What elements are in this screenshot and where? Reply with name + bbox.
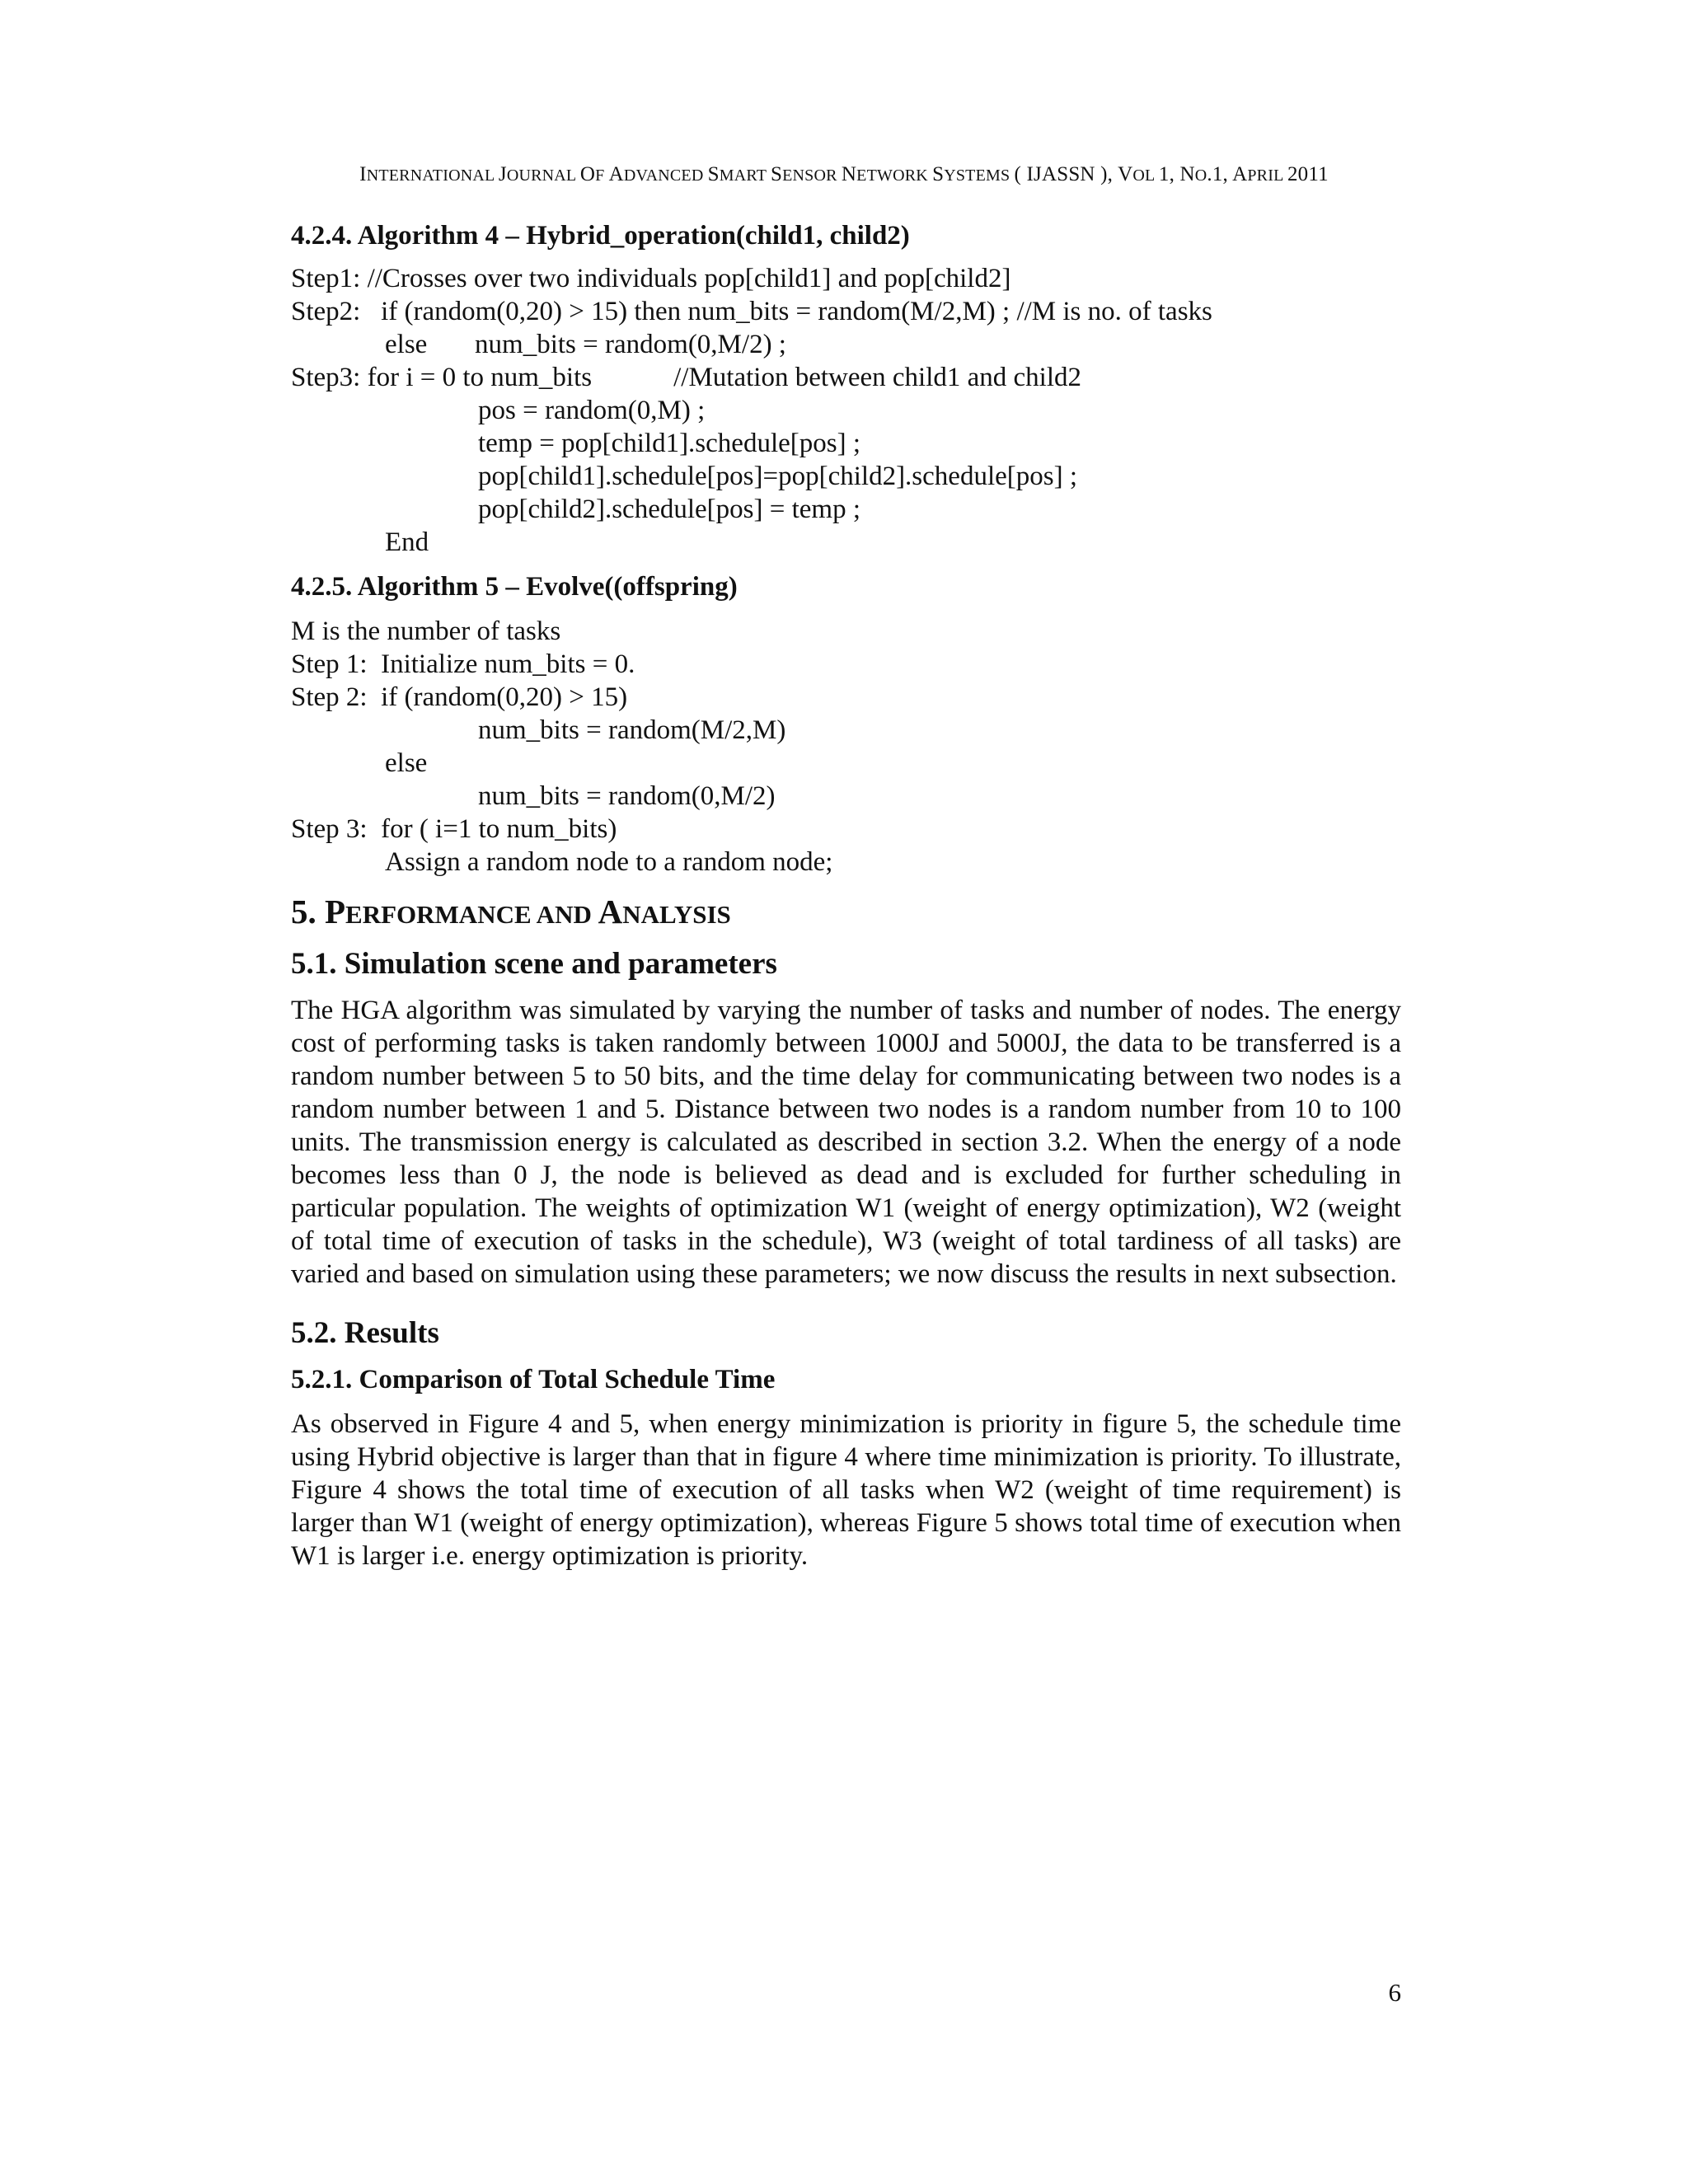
section-5-2-heading: 5.2. Results [291, 1316, 439, 1350]
code-line: Step 1: Initialize num_bits = 0. [291, 649, 635, 679]
section-5-heading: 5. PERFORMANCE AND ANALYSIS [291, 893, 731, 930]
section-5-2-1-paragraph: As observed in Figure 4 and 5, when energy minimization is priority in figure 5, the schedule time using Hybrid objective is larger than that in figure 4 where time minimization is priority. To illustrate, Figure 4 shows the total time of execution of all tasks when W2 (weight of time requirement) is larger than W1 (weight of energy optimization), whereas Figure 5 shows total time of execution when W1 is larger i.e. energy optimization is priority. [291, 1409, 1401, 1571]
header-part: ADVANCED [608, 163, 708, 185]
code-line: temp = pop[child1].schedule[pos] ; [478, 429, 860, 458]
algorithm-5-pseudocode [291, 615, 1401, 879]
section-5-1-paragraph: The HGA algorithm was simulated by varying the number of tasks and number of nodes. The energy cost of performing tasks is taken randomly between 1000J and 5000J, the data to be transferred is a random number between 5 to 50 bits, and the time delay for communicating between two nodes is a random number between 1 and 5. Distance between two nodes is a random number from 10 to 100 units. The transmission energy is calculated as described in section 3.2. When the energy of a node becomes less than 0 J, the node is believed as dead and is excluded for further scheduling in particular population. The weights of optimization W1 (weight of energy optimization), W2 (weight of total time of execution of tasks in the schedule), W3 (weight of total tardiness of all tasks) are varied and based on simulation using these parameters; we now discuss the results in next subsection. [291, 996, 1401, 1289]
algorithm-5-heading: 4.2.5. Algorithm 5 – Evolve((offspring) [291, 572, 738, 602]
code-line: else [385, 748, 428, 778]
header-part: SYSTEMS [932, 163, 1015, 185]
page-body [291, 219, 1401, 1572]
header-part: JOURNAL [498, 163, 580, 185]
section-5-1-heading: 5.1. Simulation scene and parameters [291, 947, 777, 981]
code-line: End [385, 527, 429, 557]
header-part: INTERNATIONAL [359, 163, 499, 185]
code-line: M is the number of tasks [291, 616, 561, 646]
code-line: Step 2: if (random(0,20) > 15) [291, 682, 628, 712]
code-line: num_bits = random(M/2,M) [478, 715, 786, 745]
code-line: pos = random(0,M) ; [478, 396, 706, 425]
algorithm-4-heading: 4.2.4. Algorithm 4 – Hybrid_operation(child1, child2) [291, 221, 910, 251]
code-line: Assign a random node to a random node; [385, 847, 833, 877]
code-line: num_bits = random(0,M/2) [478, 781, 776, 811]
header-part: SENSOR [771, 163, 842, 185]
header-part: SMART [707, 163, 771, 185]
code-line: else num_bits = random(0,M/2) ; [385, 330, 786, 359]
page-number: 6 [1388, 1978, 1401, 2007]
code-line: Step 3: for ( i=1 to num_bits) [291, 814, 617, 844]
code-line: Step3: for i = 0 to num_bits //Mutation between child1 and child2 [291, 363, 1081, 392]
code-line: pop[child2].schedule[pos] = temp ; [478, 494, 860, 524]
header-part: NETWORK [841, 163, 933, 185]
header-part: 2011 [1287, 163, 1329, 185]
header-part: OF [579, 163, 609, 185]
code-line: Step2: if (random(0,20) > 15) then num_bits = random(M/2,M) ; //M is no. of tasks [291, 297, 1212, 326]
header-part: ( IJASSN ), VOL [1014, 163, 1159, 185]
section-5-2-1-heading: 5.2.1. Comparison of Total Schedule Time [291, 1365, 776, 1394]
running-header [0, 163, 1688, 186]
header-part: .1, APRIL [1207, 163, 1287, 185]
algorithm-4-pseudocode [291, 262, 1401, 559]
code-line: pop[child1].schedule[pos]=pop[child2].schedule[pos] ; [478, 462, 1077, 491]
code-line: Step1: //Crosses over two individuals pop[child1] and pop[child2] [291, 264, 1011, 293]
header-part: 1, NO [1158, 163, 1207, 185]
